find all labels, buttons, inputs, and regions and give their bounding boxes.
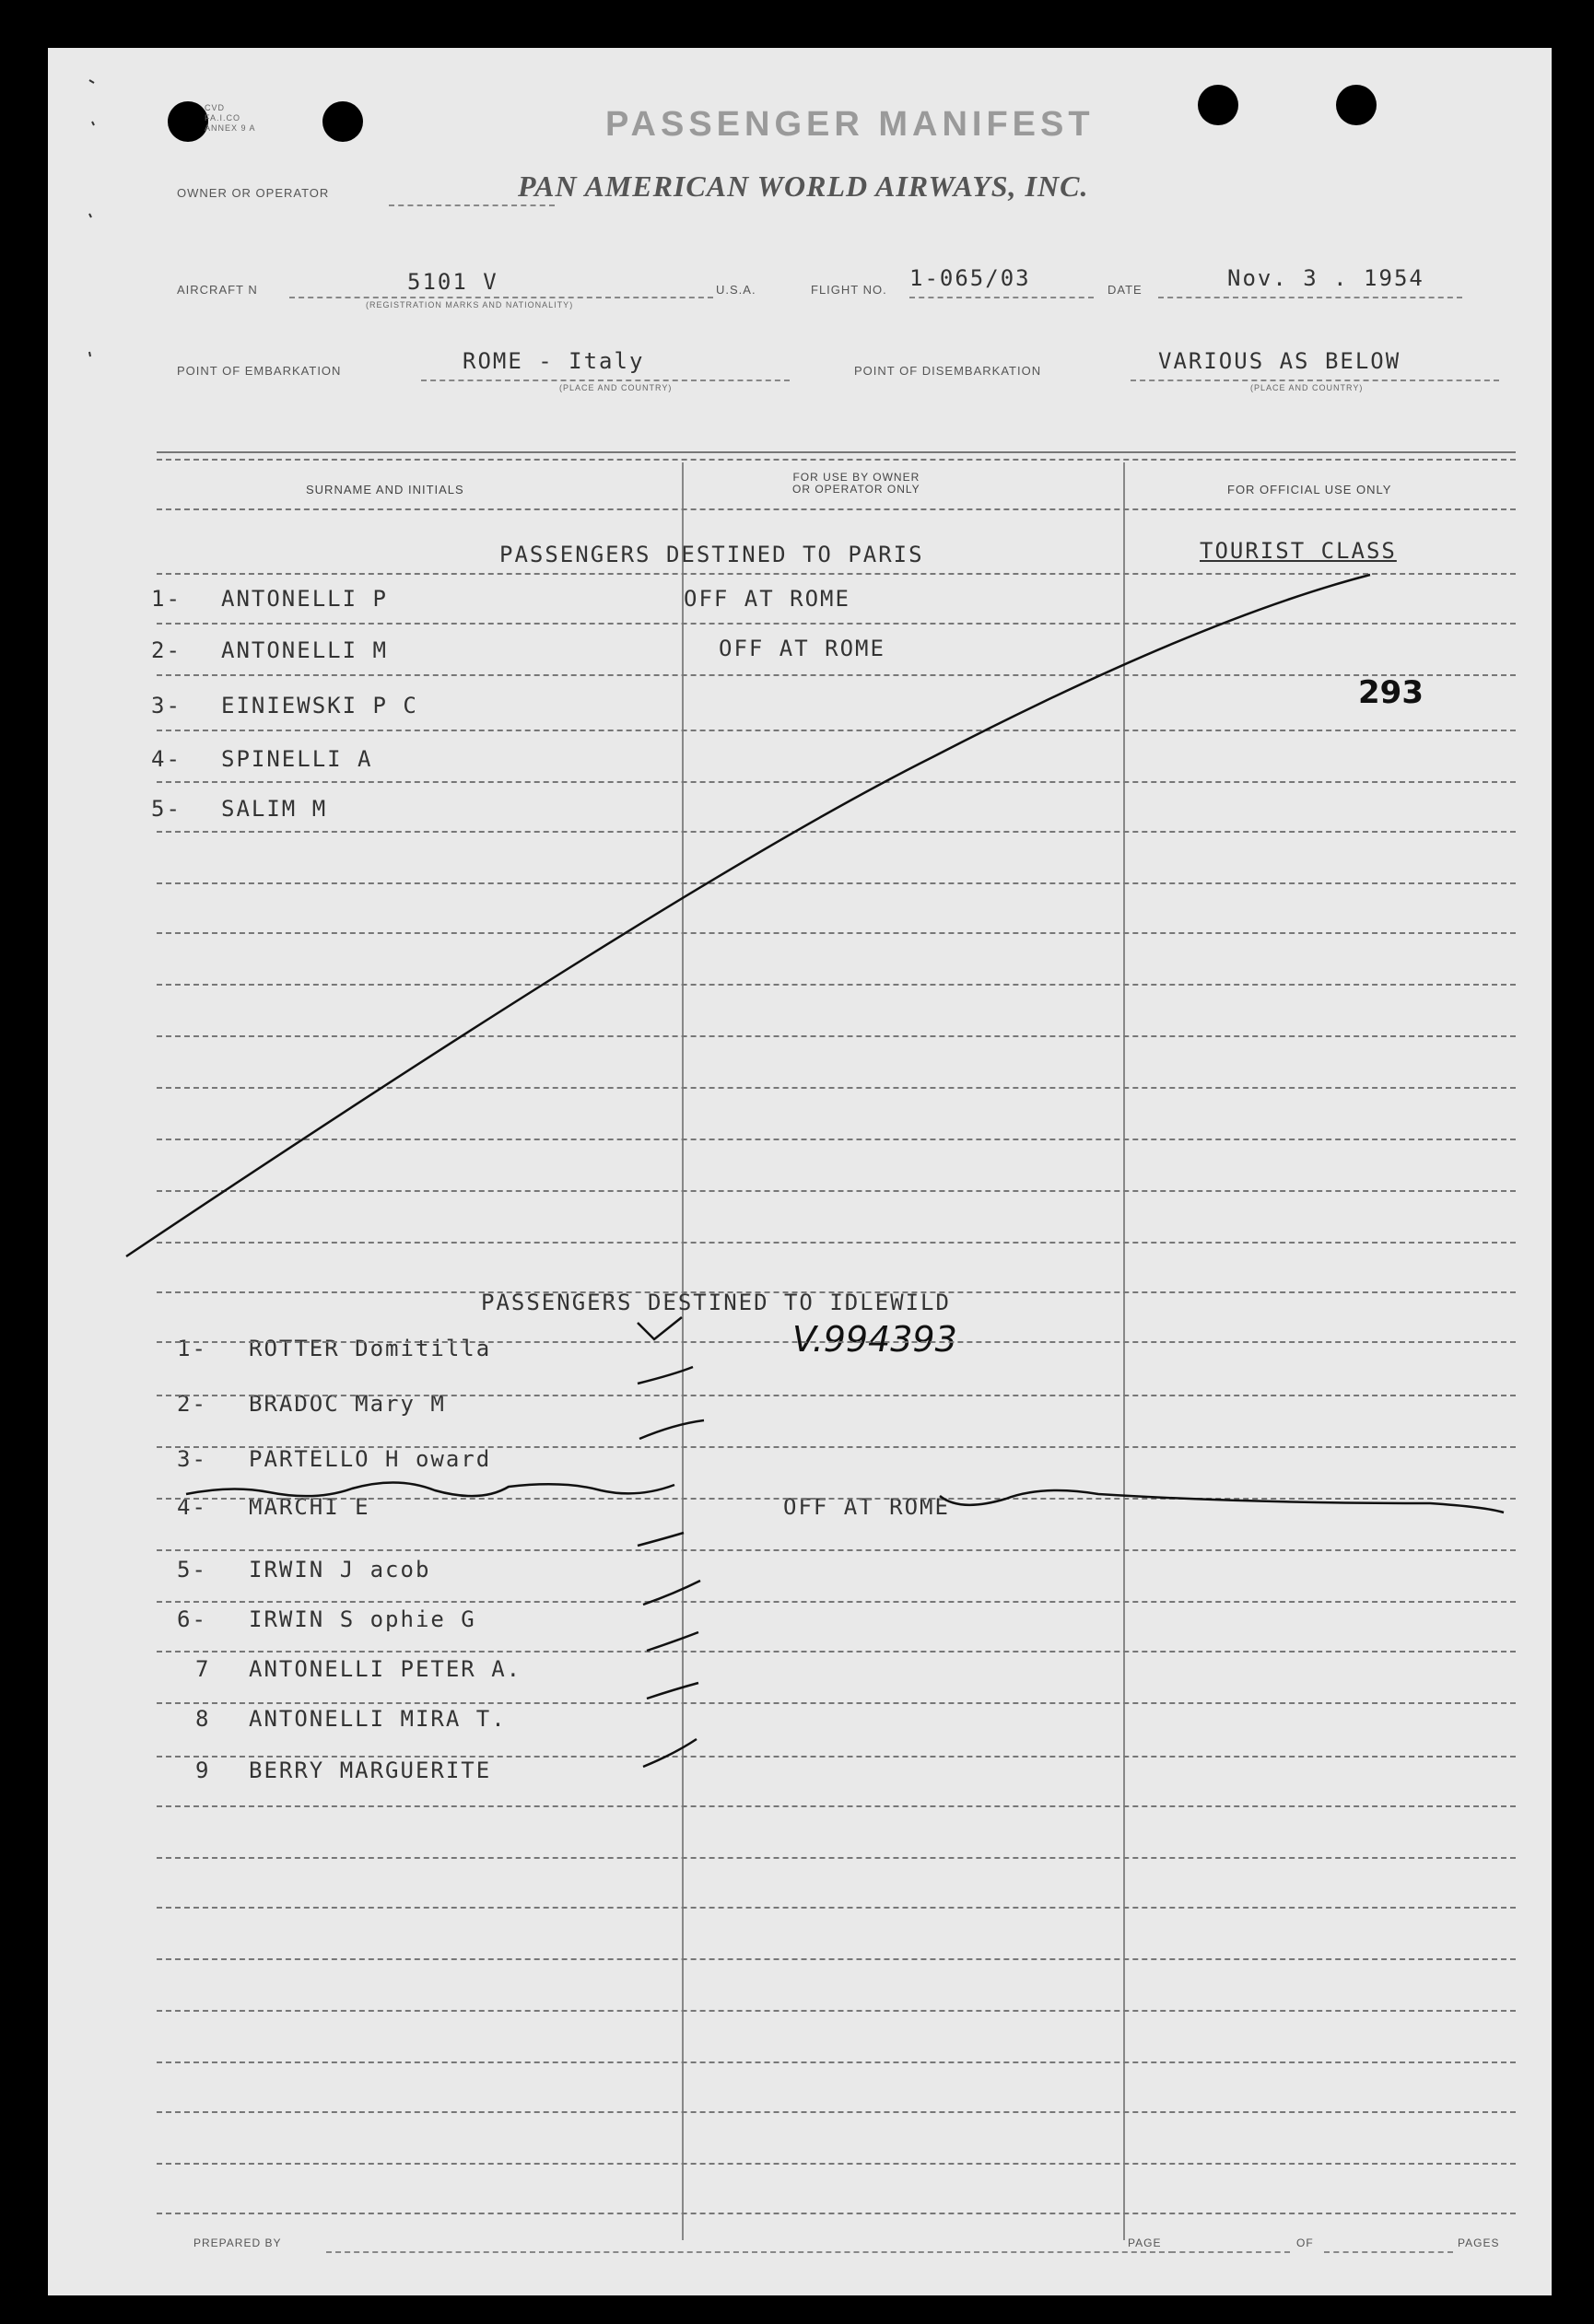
of-label: OF bbox=[1296, 2236, 1314, 2249]
passenger-name: ANTONELLI MIRA T. bbox=[249, 1706, 507, 1732]
page-number-underline bbox=[1170, 2251, 1290, 2253]
flight-label: FLIGHT NO. bbox=[811, 283, 887, 297]
row-number: 5- bbox=[151, 796, 182, 822]
row-number: 4- bbox=[177, 1494, 207, 1520]
date-label: DATE bbox=[1108, 283, 1143, 297]
idlewild-heading: PASSENGERS DESTINED TO IDLEWILD bbox=[481, 1290, 951, 1315]
row-number: 8 bbox=[195, 1706, 211, 1732]
passenger-name: ANTONELLI M bbox=[221, 637, 388, 663]
row-number: 4- bbox=[151, 746, 182, 772]
tick-stroke bbox=[647, 1632, 698, 1651]
prepared-by-label: PREPARED BY bbox=[193, 2236, 282, 2249]
operator-note: OFF AT ROME bbox=[783, 1494, 950, 1520]
operator-header-line: FOR USE BY OWNER bbox=[792, 471, 920, 484]
page-title: PASSENGER MANIFEST bbox=[605, 105, 1095, 144]
embark-caption: (PLACE AND COUNTRY) bbox=[559, 383, 673, 392]
disembark-label: POINT OF DISEMBARKATION bbox=[854, 364, 1042, 378]
pen-marks bbox=[48, 48, 1552, 2295]
row-number: 5- bbox=[177, 1557, 207, 1582]
passenger-name: IRWIN S ophie G bbox=[249, 1606, 476, 1632]
official-header: FOR OFFICIAL USE ONLY bbox=[1227, 483, 1392, 496]
pages-label: PAGES bbox=[1458, 2236, 1500, 2249]
passenger-name: SPINELLI A bbox=[221, 746, 373, 772]
operator-header-line: OR OPERATOR ONLY bbox=[792, 483, 920, 496]
owner-label: OWNER OR OPERATOR bbox=[177, 186, 330, 200]
passenger-name: BRADOC Mary M bbox=[249, 1391, 446, 1417]
row-number: 3- bbox=[177, 1446, 207, 1472]
passenger-name: ANTONELLI PETER A. bbox=[249, 1656, 522, 1682]
corner-stamp-line: CVD bbox=[205, 103, 226, 112]
handwritten-visa-note: V.994393 bbox=[792, 1319, 957, 1360]
disembark-value: VARIOUS AS BELOW bbox=[1158, 348, 1401, 374]
aircraft-value: 5101 V bbox=[407, 269, 498, 295]
prepared-by-underline bbox=[326, 2251, 1174, 2253]
passenger-name: BERRY MARGUERITE bbox=[249, 1758, 492, 1783]
tick-stroke bbox=[643, 1581, 700, 1605]
tick-stroke bbox=[638, 1533, 684, 1546]
row-number: 7 bbox=[195, 1656, 211, 1682]
embark-label: POINT OF EMBARKATION bbox=[177, 364, 342, 378]
page-count-underline bbox=[1324, 2251, 1453, 2253]
passenger-name: ANTONELLI P bbox=[221, 586, 388, 612]
tick-stroke bbox=[647, 1683, 698, 1699]
disembark-caption: (PLACE AND COUNTRY) bbox=[1250, 383, 1364, 392]
strike-through-line bbox=[186, 1482, 1504, 1512]
check-mark bbox=[638, 1317, 682, 1339]
cancel-diagonal-stroke bbox=[126, 575, 1370, 1256]
passenger-name: EINIEWSKI P C bbox=[221, 693, 418, 718]
flight-value: 1-065/03 bbox=[909, 265, 1031, 291]
page-label: PAGE bbox=[1128, 2236, 1162, 2249]
row-number: 1- bbox=[177, 1336, 207, 1361]
tick-stroke bbox=[643, 1739, 697, 1767]
corner-stamp-line: FA.I.CO bbox=[205, 113, 241, 123]
usa-label: U.S.A. bbox=[716, 283, 756, 297]
passenger-name: IRWIN J acob bbox=[249, 1557, 431, 1582]
passenger-name: PARTELLO H oward bbox=[249, 1446, 492, 1472]
aircraft-label: AIRCRAFT N bbox=[177, 283, 258, 297]
row-number: 6- bbox=[177, 1606, 207, 1632]
tick-stroke bbox=[638, 1367, 693, 1384]
tick-stroke bbox=[639, 1420, 704, 1439]
row-number: 3- bbox=[151, 693, 182, 718]
manifest-page bbox=[48, 48, 1552, 2295]
row-number: 2- bbox=[177, 1391, 207, 1417]
row-number: 9 bbox=[195, 1758, 211, 1783]
passenger-name: ROTTER Domitilla bbox=[249, 1336, 492, 1361]
row-number: 1- bbox=[151, 586, 182, 612]
embark-value: ROME - Italy bbox=[463, 348, 645, 374]
owner-value: PAN AMERICAN WORLD AIRWAYS, INC. bbox=[518, 169, 1089, 203]
paris-stamp-number: 293 bbox=[1358, 674, 1424, 711]
paris-class: TOURIST CLASS bbox=[1200, 538, 1397, 564]
operator-note: OFF AT ROME bbox=[719, 636, 885, 661]
operator-note: OFF AT ROME bbox=[684, 586, 850, 612]
row-number: 2- bbox=[151, 637, 182, 663]
edge-dashes bbox=[89, 80, 94, 356]
surname-header: SURNAME AND INITIALS bbox=[306, 483, 464, 496]
corner-stamp-line: ANNEX 9 A bbox=[205, 123, 256, 133]
passenger-name: MARCHI E bbox=[249, 1494, 370, 1520]
aircraft-caption: (REGISTRATION MARKS AND NATIONALITY) bbox=[366, 300, 574, 309]
paris-heading: PASSENGERS DESTINED TO PARIS bbox=[499, 542, 924, 567]
passenger-name: SALIM M bbox=[221, 796, 328, 822]
date-value: Nov. 3 . 1954 bbox=[1227, 265, 1424, 291]
